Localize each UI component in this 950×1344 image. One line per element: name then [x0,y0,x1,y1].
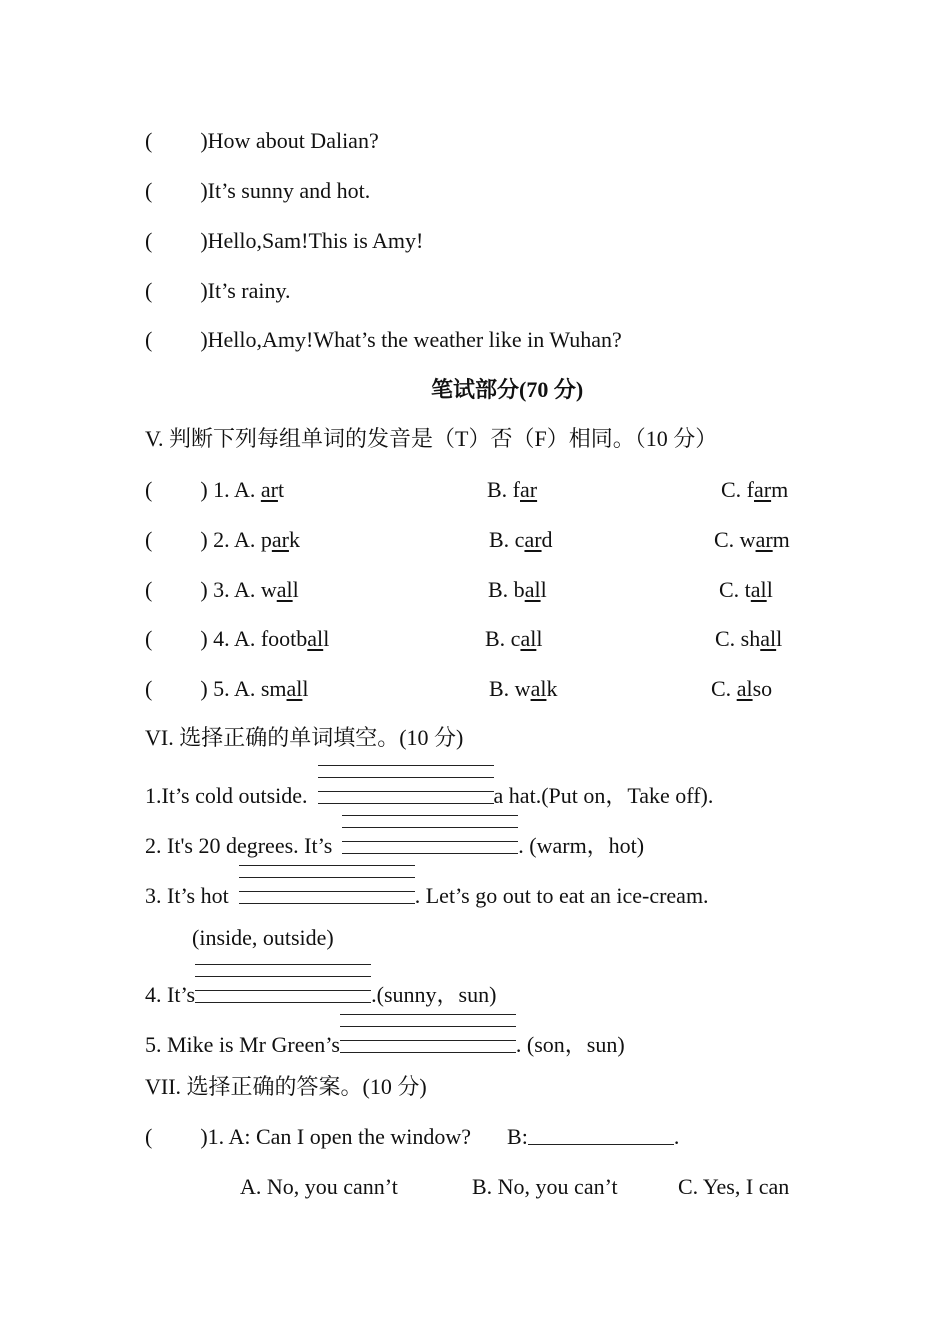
dialog-text: How about Dalian? [207,128,379,153]
answer-paren-open[interactable]: ( [145,527,153,552]
answer-blank[interactable] [239,883,415,909]
dialog-text: It’s sunny and hot. [207,178,371,203]
option-c: C. also [711,676,773,701]
dialog-item: ( )Hello,Amy!What’s the weather like in Wuhan? [145,327,622,352]
dialog-item: ( )How about Dalian? [145,128,379,153]
dialog-text: Hello,Amy!What’s the weather like in Wuhan? [207,327,622,352]
pronunciation-row: ( ) 4. A. football [145,626,330,651]
option-c: C. shall [715,626,783,651]
section-7-heading: VII. 选择正确的答案。(10 分) [145,1074,427,1099]
option-c: C. tall [719,577,773,602]
written-part-title: 笔试部分(70 分) [431,377,584,402]
option-c: C. warm [714,527,790,552]
dialog-text: Hello,Sam!This is Amy! [207,228,424,253]
answer-paren-open[interactable]: ( [145,477,153,502]
dialog-item: ( )It’s rainy. [145,278,291,303]
option-b: B. card [489,527,553,552]
answer-blank[interactable] [195,982,371,1008]
answer-paren-open[interactable]: ( [145,178,153,203]
fill-question-2: 2. It's 20 degrees. It’s . (warm，hot) [145,833,644,859]
answer-paren-open[interactable]: ( [145,577,153,602]
answer-paren-open[interactable]: ( [145,1124,153,1149]
choice-question-1: ( )1. A: Can I open the window? B: . [145,1124,680,1149]
answer-blank[interactable] [340,1032,516,1058]
choice-option-c[interactable]: C. Yes, I can [678,1174,790,1199]
fill-question-1: 1.It’s cold outside. a hat.(Put on，Take off). [145,783,713,809]
answer-paren-open[interactable]: ( [145,128,153,153]
answer-blank[interactable] [342,833,518,859]
answer-paren-open[interactable]: ( [145,278,153,303]
option-c: C. farm [721,477,789,502]
pronunciation-row: ( ) 5. A. small [145,676,309,701]
dialog-item: ( )Hello,Sam!This is Amy! [145,228,424,253]
fill-question-3: 3. It’s hot . Let’s go out to eat an ice-cream. [145,883,709,909]
answer-paren-open[interactable]: ( [145,327,153,352]
answer-paren-open[interactable]: ( [145,626,153,651]
pronunciation-row: ( ) 3. A. wall [145,577,299,602]
dialog-text: It’s rainy. [207,278,291,303]
option-b: B. ball [488,577,547,602]
answer-blank[interactable] [528,1124,674,1150]
section-5-heading: V. 判断下列每组单词的发音是（T）否（F）相同。（10 分） [145,426,718,451]
answer-blank[interactable] [318,783,494,809]
pronunciation-row: ( ) 2. A. park [145,527,300,552]
option-b: B. call [485,626,543,651]
fill-question-3-options: (inside, outside) [192,925,334,950]
answer-paren-open[interactable]: ( [145,676,153,701]
section-6-heading: VI. 选择正确的单词填空。(10 分) [145,725,464,750]
choice-option-b[interactable]: B. No, you can’t [472,1174,618,1199]
answer-paren-open[interactable]: ( [145,228,153,253]
option-b: B. walk [489,676,558,701]
fill-question-5: 5. Mike is Mr Green’s . (son，sun) [145,1032,625,1058]
fill-question-4: 4. It’s .(sunny，sun) [145,982,496,1008]
choice-option-a[interactable]: A. No, you cann’t [240,1174,398,1199]
option-b: B. far [487,477,538,502]
dialog-item: ( )It’s sunny and hot. [145,178,371,203]
pronunciation-row: ( ) 1. A. art [145,477,285,502]
